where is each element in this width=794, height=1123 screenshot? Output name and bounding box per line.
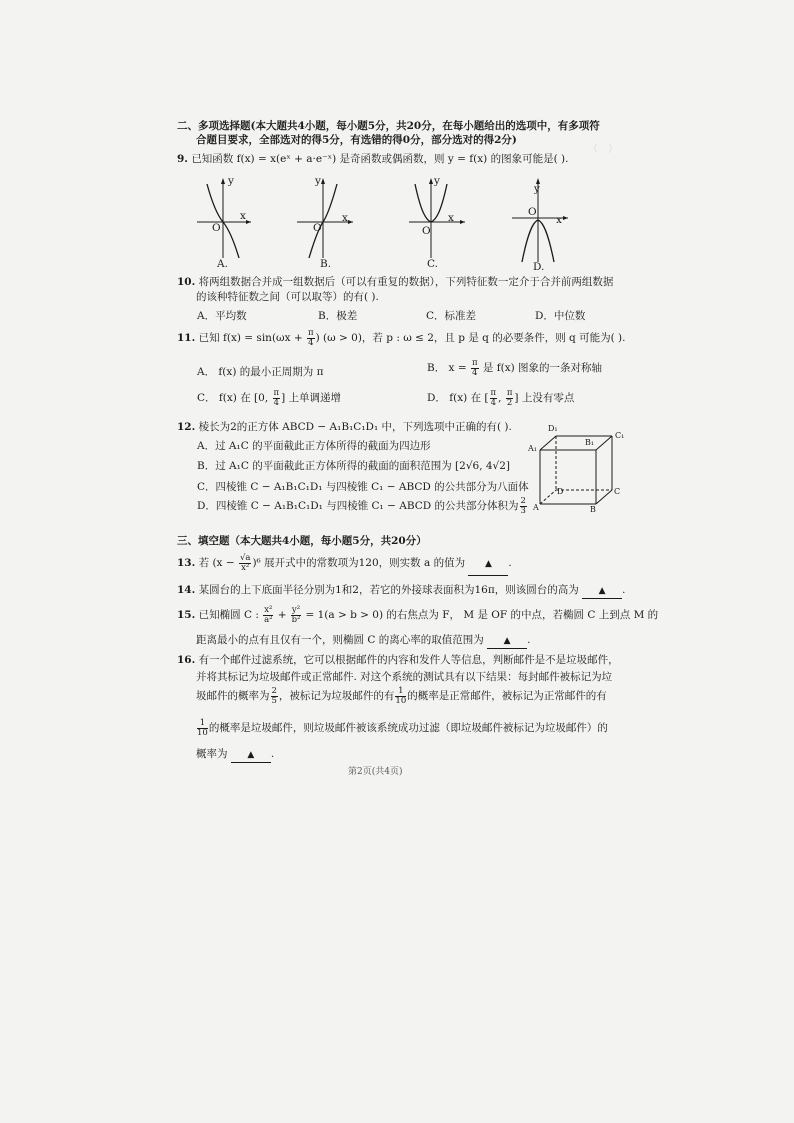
q14-blank-marker: ▲	[598, 586, 606, 596]
q11-option-d	[427, 388, 574, 408]
q16-frac1-num: 2	[271, 685, 277, 696]
q11-optc-b: ] 上单调递增	[281, 392, 342, 404]
q14-stem: 14. 某圆台的上下底面半径分别为1和2，若它的外接球表面积为16π，则该圆台的高为 ▲ .	[177, 583, 625, 599]
q10-stem	[177, 275, 613, 289]
q9-number: 9.	[177, 153, 188, 165]
q11-optd-frac2-num: π	[506, 387, 513, 398]
cube-label-b1: B₁	[585, 438, 595, 447]
q13-frac-num: √a	[239, 552, 251, 563]
q11-number: 11.	[177, 332, 196, 344]
q16-frac3	[197, 719, 208, 738]
q10-option-c: C．标准差	[426, 310, 477, 322]
q10-text1: 将两组数据合并成一组数据后（可以有重复的数据），下列特征数一定介于合并前两组数据	[198, 276, 614, 288]
q16-text4: 的概率是垃圾邮件，则垃圾邮件被该系统成功过滤（即垃圾邮件被标记为垃圾邮件）的	[208, 722, 608, 734]
q13-frac-den: x²	[241, 562, 250, 573]
bleed-through-text	[188, 515, 198, 530]
q11-option-c	[197, 388, 341, 408]
q10-option-d: D．中位数	[535, 310, 586, 322]
q16-line4	[196, 716, 608, 740]
q12-optd-frac-den: 3	[520, 505, 526, 516]
q11-optd-frac2	[506, 389, 514, 408]
cube-label-c: C	[614, 487, 621, 496]
q16-text3-c: 的概率是正常邮件，被标记为正常邮件的有	[407, 690, 607, 702]
q10-number: 10.	[177, 276, 196, 288]
q11-optb-b: 是 f(x) 图象的一条对称轴	[479, 362, 603, 374]
q12-optd-a: D．四棱锥 C − A₁B₁C₁D₁ 与四棱锥 C₁ − ABCD 的公共部分体积为	[197, 500, 519, 512]
q9-label-b: B.	[320, 258, 332, 270]
q12-cube-diagram	[526, 428, 626, 512]
q16-frac1-den: 5	[271, 695, 277, 706]
q11-optb-frac	[471, 359, 479, 378]
q16-number: 16.	[177, 654, 196, 666]
q13-number: 13.	[177, 557, 196, 569]
q16-frac3-den: 10	[197, 727, 208, 738]
cube-label-a1: A₁	[528, 444, 537, 453]
bleed-through-text: （ ）	[588, 144, 653, 155]
q11-optd-b: ] 上没有零点	[514, 392, 575, 404]
q16-line5: 概率为 ▲ .	[196, 747, 274, 763]
q12-option-c: C．四棱锥 C − A₁B₁C₁D₁ 与四棱锥 C₁ − ABCD 的公共部分为八面体	[197, 481, 529, 493]
q9-label-c: C.	[427, 258, 438, 270]
q13-stem: 13. 若 (x − $\frac{√a}{\text{x²}}$ )⁶ 展开式中的常数项为120，则实数 a 的值为 ▲ .	[177, 552, 512, 576]
q16-frac2-num: 1	[395, 687, 406, 697]
q9-c-axis-y: y	[434, 175, 440, 187]
q11-optb-a: B． x =	[427, 362, 470, 374]
q11-optd-sep: ,	[498, 392, 505, 404]
q11-optc-a: C． f(x) 在 [0,	[197, 392, 272, 404]
q12-optd-frac-num: 2	[520, 495, 526, 506]
q9-text: 已知函数 f(x) = x(eˣ + a·e⁻ˣ) 是奇函数或偶函数，则 y = f(x) 的图象可能是( ).	[191, 153, 569, 165]
q12-option-a: A．过 A₁C 的平面截此正方体所得的截面为四边形	[197, 440, 431, 452]
q9-stem	[177, 152, 568, 166]
q15-frac1-den: a²	[264, 614, 273, 625]
q10-option-a: A．平均数	[197, 310, 247, 322]
q11-frac-num: π	[308, 327, 314, 338]
q11-optb-frac-den: 4	[472, 367, 478, 378]
q9-b-axis-y: y	[315, 175, 321, 187]
q11-optd-frac1	[490, 389, 498, 408]
q9-b-axis-x: x	[342, 212, 348, 224]
q16-text2: 并将其标记为垃圾邮件或正常邮件. 对这个系统的测试具有以下结果：每封邮件被标记为垃	[196, 671, 613, 683]
q15-line2: 距离最小的点有且仅有一个，则椭圆 C 的离心率的取值范围为 ▲ .	[196, 633, 530, 649]
q15-text2: 距离最小的点有且仅有一个，则椭圆 C 的离心率的取值范围为	[196, 634, 484, 646]
q9-a-axis-x: x	[240, 210, 246, 222]
q16-text1: 有一个邮件过滤系统，它可以根据邮件的内容和发件人等信息，判断邮件是不是垃圾邮件，	[198, 654, 619, 666]
q16-frac2-den: 10	[395, 695, 407, 706]
q15-plus: +	[274, 609, 290, 621]
q15-frac2	[291, 606, 301, 625]
section2-heading-cont: 合题目要求，全部选对的得5分，有选错的得0分，部分选对的得2分)	[196, 134, 517, 146]
q15-blank-marker: ▲	[503, 636, 511, 646]
q15-frac1-num: x²	[264, 604, 273, 615]
q15-frac1	[263, 606, 273, 625]
q12-stem	[177, 420, 512, 434]
q15-frac2-num: y²	[291, 604, 301, 615]
q9-a-origin: O	[212, 222, 221, 234]
q16-text3-a: 圾邮件的概率为	[196, 690, 270, 702]
q16-text3-b: ，被标记为垃圾邮件的有	[278, 690, 395, 702]
q16-frac1	[271, 687, 278, 706]
q13-fraction	[239, 554, 251, 573]
cube-label-a: A	[533, 503, 539, 512]
q12-text: 棱长为2的正方体 ABCD − A₁B₁C₁D₁ 中，下列选项中正确的有( ).	[198, 421, 512, 433]
q16-blank-marker: ▲	[247, 750, 255, 760]
cube-label-d: D	[557, 487, 564, 496]
section3-heading: 三、填空题（本大题共4小题，每小题5分，共20分）	[177, 535, 427, 547]
q12-option-b: B．过 A₁C 的平面截此正方体所得的截面的面积范围为 [2√6, 4√2]	[197, 460, 511, 472]
q15-text-b: = 1(a > b > 0) 的右焦点为 F， M 是 OF 的中点，若椭圆 C 上到点 M 的	[302, 609, 659, 621]
q11-option-a: A． f(x) 的最小正周期为 π	[197, 366, 324, 378]
q11-optc-frac-den: 4	[273, 397, 279, 408]
section2-heading: 二、多项选择题(本大题共4小题，每小题5分，共20分，在每小题给出的选项中，有多项符	[177, 120, 600, 132]
q9-d-origin: O	[528, 206, 537, 218]
q13-blank-marker: ▲	[484, 559, 492, 569]
q15-number: 15.	[177, 609, 196, 621]
q12-number: 12.	[177, 421, 196, 433]
q15-frac2-den: b²	[291, 614, 301, 625]
q11-stem	[177, 328, 625, 348]
q9-graph-c	[405, 176, 467, 260]
q10-text2: 的该种特征数之间（可以取等）的有( ).	[196, 291, 379, 303]
q15-answer-blank[interactable]	[487, 633, 527, 649]
q11-optd-frac2-den: 2	[506, 397, 513, 408]
q11-text-a: 已知 f(x) = sin(ωx +	[198, 332, 306, 344]
q14-answer-blank[interactable]	[582, 583, 622, 599]
page-footer: 第2页(共4页)	[348, 767, 403, 777]
cube-label-b: B	[590, 505, 596, 514]
q10-option-b: B．极差	[318, 310, 358, 322]
q9-d-axis-x: x	[556, 214, 562, 226]
q16-answer-blank[interactable]	[231, 747, 271, 763]
q15-text-a: 已知椭圆 C :	[198, 609, 263, 621]
q14-text: 某圆台的上下底面半径分别为1和2，若它的外接球表面积为16π，则该圆台的高为	[198, 584, 579, 596]
bleed-through-text	[600, 202, 640, 217]
q11-optc-frac-num: π	[273, 387, 280, 398]
q15-stem	[177, 604, 658, 626]
q9-c-origin: O	[422, 225, 431, 237]
q11-optd-frac1-num: π	[490, 387, 497, 398]
q11-frac-den: 4	[308, 337, 314, 348]
q9-d-axis-y: y	[534, 183, 540, 195]
q11-option-b	[427, 358, 602, 378]
q11-optd-frac1-den: 4	[490, 397, 497, 408]
q16-frac3-num: 1	[197, 719, 208, 729]
q9-label-a: A.	[217, 258, 228, 270]
cube-label-c1: C₁	[615, 431, 625, 440]
q11-optb-frac-num: π	[471, 357, 478, 368]
q12-option-d	[197, 496, 528, 516]
q9-b-origin: O	[313, 222, 322, 234]
q9-c-axis-x: x	[448, 212, 454, 224]
q11-fraction	[307, 329, 315, 348]
q9-a-axis-y: y	[228, 175, 234, 187]
q9-label-d: D.	[533, 261, 545, 273]
q11-optd-a: D． f(x) 在 [	[427, 392, 489, 404]
q13-text-a: 若 (x −	[198, 557, 238, 569]
q14-number: 14.	[177, 584, 196, 596]
q13-text-b: )⁶ 展开式中的常数项为120，则实数 a 的值为	[252, 557, 466, 569]
q16-frac2	[395, 687, 406, 706]
q13-answer-blank[interactable]	[468, 552, 508, 576]
q16-text5: 概率为	[196, 748, 228, 760]
q11-optc-frac	[273, 389, 281, 408]
q16-stem	[177, 653, 619, 667]
q11-text-b: ) (ω > 0)，若 p : ω ≤ 2，且 p 是 q 的必要条件，则 q 可能为( ).	[315, 332, 626, 344]
cube-label-d1: D₁	[548, 424, 558, 433]
q16-line3	[196, 684, 607, 708]
